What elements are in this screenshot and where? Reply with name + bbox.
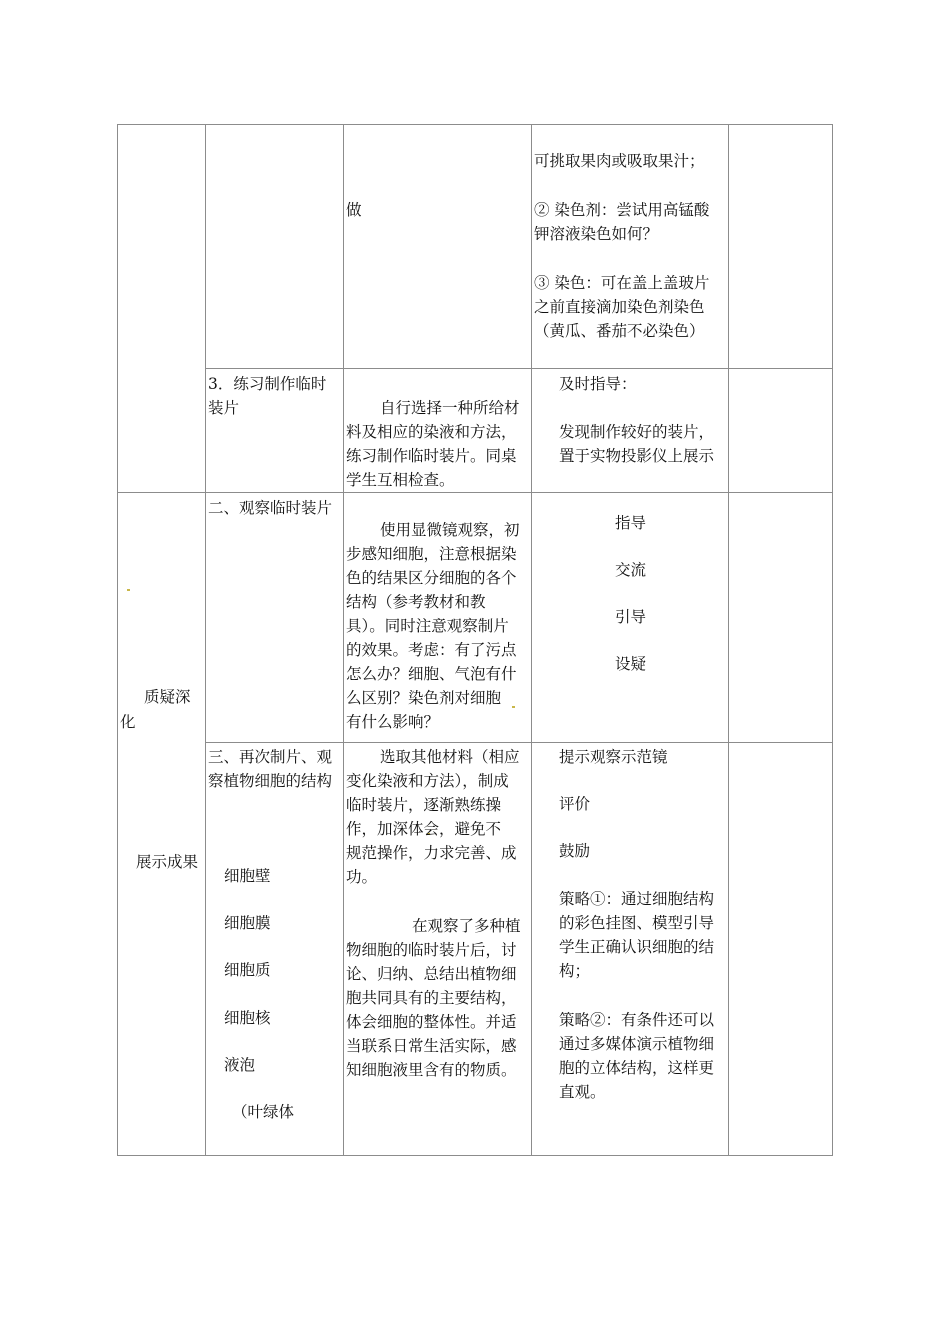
cell-structure-item: 细胞壁: [224, 867, 271, 885]
row2-step-title: 3．练习制作临时: [208, 375, 327, 393]
row2-activity-line: 学生互相检查。: [346, 471, 455, 489]
table-border-bottom: [117, 1155, 833, 1156]
row3-step-title: 二、观察临时装片: [208, 499, 333, 517]
row4-guidance-item: 鼓励: [559, 842, 591, 860]
table-row-divider: [117, 492, 833, 493]
row3-activity-line: 么区别？染色剂对细胞: [346, 689, 502, 707]
table-column-divider: [205, 124, 206, 1156]
row4-step-title: 三、再次制片、观: [208, 748, 333, 766]
row2-activity-line: 自行选择一种所给材: [380, 399, 520, 417]
row4-summary-line: 体会细胞的整体性。并适: [346, 1013, 517, 1031]
row4-guidance-item: 提示观察示范镜: [559, 748, 668, 766]
row4-activity-line: 变化染液和方法），制成: [346, 772, 509, 790]
stage-label-showcase: 展示成果: [136, 853, 199, 871]
row1-guidance-line: 之前直接滴加染色剂染色: [534, 298, 705, 316]
row1-guidance-line: （黄瓜、番茄不必染色）: [534, 322, 705, 340]
row4-activity-line: 功。: [346, 868, 378, 886]
table-row-divider: [205, 368, 833, 369]
row3-activity-line: 有什么影响？: [346, 713, 440, 731]
table-border-top: [117, 124, 833, 125]
row3-activity-line: 结构（参考教材和教: [346, 593, 486, 611]
stage-label-questioning-end: 化: [120, 713, 136, 731]
cell-structure-item: 细胞膜: [224, 914, 271, 932]
strategy-one-line: 学生正确认识细胞的结: [559, 938, 715, 956]
cell-structure-item: 细胞质: [224, 961, 271, 979]
row1-guidance-line: ③ 染色：可在盖上盖玻片: [534, 274, 710, 292]
row4-summary-line: 知细胞液里含有的物质。: [346, 1061, 517, 1079]
row2-guidance-line: 及时指导：: [559, 375, 637, 393]
strategy-two-line: 策略②：有条件还可以: [559, 1011, 715, 1029]
cell-structure-item: 细胞核: [224, 1009, 271, 1027]
row3-activity-line: 具）。同时注意观察制片: [346, 617, 509, 635]
stray-mark: [127, 589, 130, 591]
strategy-two-line: 直观。: [559, 1083, 606, 1101]
row3-activity-line: 色的结果区分细胞的各个: [346, 569, 517, 587]
row4-activity-line: 选取其他材料（相应: [380, 748, 520, 766]
row3-activity-line: 步感知细胞，注意根据染: [346, 545, 517, 563]
strategy-two-line: 胞的立体结构，这样更: [559, 1059, 715, 1077]
row3-activity-line: 使用显微镜观察，初: [380, 521, 520, 539]
table-column-divider: [343, 124, 344, 1156]
cell-structure-item: 液泡: [224, 1056, 256, 1074]
row2-guidance-line: 发现制作较好的装片，: [559, 423, 715, 441]
strategy-one-line: 策略①：通过细胞结构: [559, 890, 715, 908]
row4-activity-line: 作，加深体会，避免不: [346, 820, 502, 838]
table-border-right: [832, 124, 833, 1156]
row4-activity-line: 临时装片，逐渐熟练操: [346, 796, 502, 814]
row4-summary-line: 论、归纳、总结出植物细: [346, 965, 517, 983]
strategy-two-line: 通过多媒体演示植物细: [559, 1035, 715, 1053]
row2-guidance-line: 置于实物投影仪上展示: [559, 447, 715, 465]
table-border-left: [117, 124, 118, 1156]
row4-step-title: 察植物细胞的结构: [208, 772, 333, 790]
table-column-divider: [728, 124, 729, 1156]
row3-guidance-item: 引导: [615, 608, 647, 626]
row1-guidance-line: 可挑取果肉或吸取果汁；: [534, 152, 705, 170]
row4-summary-line: 当联系日常生活实际，感: [346, 1037, 517, 1055]
row4-summary-line: 胞共同具有的主要结构，: [346, 989, 517, 1007]
row4-activity-line: 规范操作，力求完善、成: [346, 844, 517, 862]
row3-activity-line: 的效果。考虑：有了污点: [346, 641, 517, 659]
row1-activity-text: 做: [346, 201, 362, 219]
row1-guidance-line: ② 染色剂：尝试用高锰酸: [534, 201, 710, 219]
row2-step-title: 装片: [208, 399, 240, 417]
row3-guidance-item: 设疑: [615, 655, 647, 673]
row3-guidance-item: 指导: [615, 514, 647, 532]
row4-summary-line: 物细胞的临时装片后，讨: [346, 941, 517, 959]
table-row-divider: [205, 742, 833, 743]
strategy-one-line: 的彩色挂图、模型引导: [559, 914, 715, 932]
stray-mark: [512, 706, 515, 708]
row2-activity-line: 料及相应的染液和方法，: [346, 423, 517, 441]
stage-label-questioning: 质疑深: [144, 688, 191, 706]
row3-guidance-item: 交流: [615, 561, 647, 579]
row4-summary-line: 在观察了多种植: [412, 917, 521, 935]
row1-guidance-line: 钾溶液染色如何？: [534, 225, 659, 243]
row2-activity-line: 练习制作临时装片。同桌: [346, 447, 517, 465]
strategy-one-line: 构；: [559, 962, 591, 980]
table-column-divider: [531, 124, 532, 1156]
row4-guidance-item: 评价: [559, 795, 591, 813]
cell-structure-item: （叶绿体: [232, 1103, 295, 1121]
row3-activity-line: 怎么办？细胞、气泡有什: [346, 665, 517, 683]
